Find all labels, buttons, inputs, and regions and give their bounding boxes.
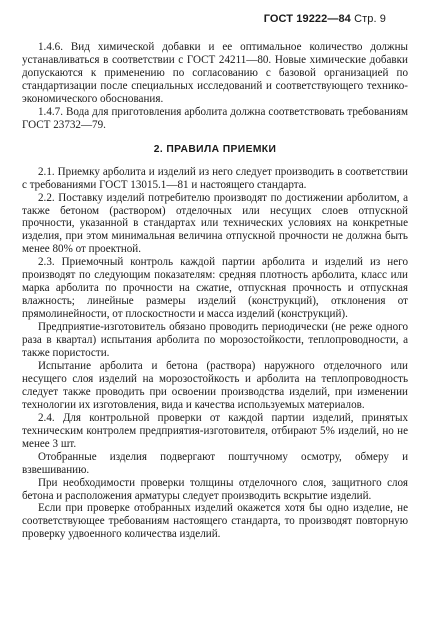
paragraph-2-3: 2.3. Приемочный контроль каждой партии арболита и изделий из него производят по следующим показателям: средняя плотность арболита, класс или марка арболита по прочности на сжатие, отпускная прочность и отпускная влажность; линейные размеры изделий (конструкций), отклонения от прямолинейности, от плоскостности и масса изделий (конструкций). <box>22 256 408 321</box>
paragraph-2-2: 2.2. Поставку изделий потребителю производят по достижении арболитом, а также бетоном (раствором) отделочных или несущих слоев отпускной прочности, указанной в стандартах или технических условиях на конкретные изделия, при этом минимальная величина отпускной прочности не должна быть менее 80% от проектной. <box>22 191 408 256</box>
paragraph-2-4: 2.4. Для контрольной проверки от каждой партии изделий, принятых техническим контролем предприятия-изготовителя, отбирают 5% изделий, но не менее 3 шт. <box>22 411 408 450</box>
paragraph-inspection: Отобранные изделия подвергают поштучному осмотру, обмеру и взвешиванию. <box>22 450 408 476</box>
paragraph-1-4-6: 1.4.6. Вид химической добавки и ее оптимальное количество должны устанавливаться в соответствии с ГОСТ 24211—80. Новые химические добавки допускаются к применению по согласованию с базовой организацией по стандартизации после специальных исследований и соответствующего технико-экономического обоснования. <box>22 41 408 105</box>
standard-number: ГОСТ 19222—84 <box>263 13 351 25</box>
page-header <box>264 13 386 25</box>
page-label: Стр. <box>354 13 377 25</box>
paragraph-2-1: 2.1. Приемку арболита и изделий из него следует производить в соответствии с требованиями ГОСТ 13015.1—81 и настоящего стандарта. <box>22 165 408 191</box>
paragraph-recheck: Если при проверке отобранных изделий окажется хотя бы одно изделие, не соответствующее требованиям настоящего стандарта, то производят повторную проверку удвоенного количества изделий. <box>22 502 408 541</box>
section-title: 2. ПРАВИЛА ПРИЕМКИ <box>153 143 277 155</box>
paragraph-frost-tests: Испытание арболита и бетона (раствора) наружного отделочного или несущего слоя изделий на морозостойкость и арболита на теплопроводность следует также проводить при освоении производства изделий, при изменении технологии их изготовления, вида и качества используемых материалов. <box>22 359 408 411</box>
paragraph-1-4-7: 1.4.7. Вода для приготовления арболита должна соответствовать требованиям ГОСТ 23732—79. <box>22 105 408 131</box>
document-body <box>22 41 408 541</box>
paragraph-opening: При необходимости проверки толщины отделочного слоя, защитного слоя бетона и расположения арматуры следует производить вскрытие изделий. <box>22 476 408 502</box>
page-number: 9 <box>379 13 386 25</box>
paragraph-periodic-tests: Предприятие-изготовитель обязано проводить периодически (не реже одного раза в квартал) испытания арболита по морозостойкости, теплопроводности, а также пористости. <box>22 321 408 360</box>
